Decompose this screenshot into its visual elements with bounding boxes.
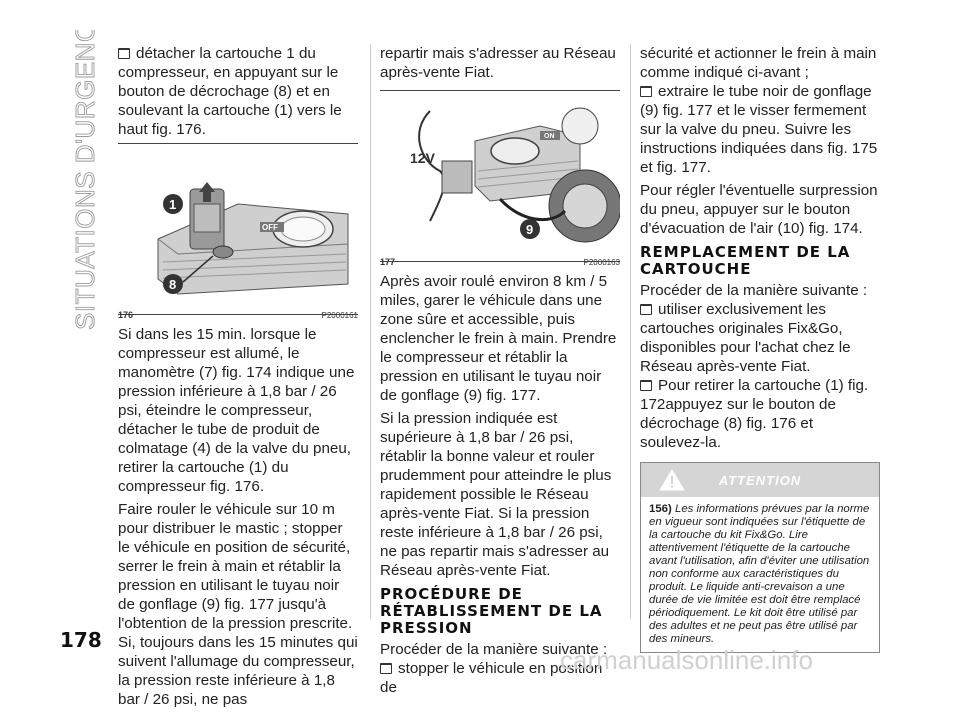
figure-number: 176 <box>118 310 134 320</box>
bullet-paragraph: détacher la cartouche 1 du compresseur, en appuyant sur le bouton de décrochage (8) et en soulevant la cartouche (1) vers le haut fig. 176. <box>118 45 342 138</box>
paragraph: Après avoir roulé environ 8 km / 5 miles, garer le véhicule dans une zone sûre et accessible, puis enclencher le frein à main. Prendre le compresseur et rétablir la pression en utilisant le tuyau noir de gonflage (9) fig. 177. <box>380 273 617 404</box>
attention-title: ATTENTION <box>718 472 802 488</box>
attention-number: 156) <box>649 503 672 515</box>
paragraph: Procéder de la manière suivante : <box>640 282 868 299</box>
paragraph: Faire rouler le véhicule sur 10 m pour distribuer le mastic ; stopper le véhicule en position de sécurité, serrer le frein à main et rétablir la pression en utilisant le tuyau noir de gonflage (9) fig. 177 jusqu'à l'obtention de la pression prescrite. Si, toujours dans les 15 minutes qui suivent l'allumage du compresseur, la pression reste inférieure à 1,8 bar / 26 psi, ne pas <box>118 501 358 708</box>
section-heading: REMPLACEMENT DE LA CARTOUCHE <box>640 243 851 278</box>
bullet-icon <box>640 86 652 97</box>
callout-1: 1 <box>169 197 177 212</box>
section-side-title <box>56 30 106 340</box>
figure-177 <box>380 90 620 267</box>
paragraph: Procéder de la manière suivante : <box>380 641 608 658</box>
attention-header <box>641 463 879 497</box>
bullet-paragraph: Pour retirer la cartouche (1) fig. 172appuyez sur le bouton de décrochage (8) fig. 176 et soulevez-la. <box>640 377 869 451</box>
warning-triangle-icon <box>659 469 685 491</box>
column-2 <box>380 44 620 701</box>
column-1 <box>118 44 358 713</box>
watermark: carmanualsonline.info <box>560 645 813 675</box>
figure-code: P2000161 <box>321 311 358 320</box>
bullet-icon <box>380 663 392 674</box>
side-title-text: SITUATIONS D'URGENCE <box>70 30 100 330</box>
page-number: 178 <box>60 628 102 652</box>
compressor-tyre-illustration <box>380 91 620 246</box>
section-heading: PROCÉDURE DE RÉTABLISSEMENT DE LA PRESSION <box>380 585 603 637</box>
attention-box <box>640 462 880 653</box>
column-divider <box>630 44 631 619</box>
bullet-icon <box>118 48 130 59</box>
column-3 <box>640 44 880 653</box>
compressor-cartridge-illustration <box>118 144 358 299</box>
bullet-paragraph: stopper le véhicule en position de <box>380 660 603 696</box>
paragraph: Si dans les 15 min. lorsque le compresseur est allumé, le manomètre (7) fig. 174 indique une pression inférieure à 1,8 bar / 26 psi, éteindre le compresseur, détacher le tube de produit de colmatage (4) de la valve du pneu, retirer la cartouche (1) du compresseur fig. 176. <box>118 326 355 495</box>
paragraph: repartir mais s'adresser au Réseau après-vente Fiat. <box>380 45 616 81</box>
callout-8: 8 <box>169 277 177 292</box>
on-label: ON <box>544 133 555 140</box>
label-12v: 12V <box>410 150 435 166</box>
paragraph: Pour régler l'éventuelle surpression du pneu, appuyer sur le bouton d'évacuation de l'air (10) fig. 174. <box>640 182 878 237</box>
off-label: OFF <box>262 223 278 232</box>
figure-number: 177 <box>380 257 396 267</box>
figure-caption <box>380 251 620 275</box>
paragraph: Si la pression indiquée est supérieure à 1,8 bar / 26 psi, rétablir la bonne valeur et rouler prudemment pour atteindre le plus rapidement possible le Réseau après-vente Fiat. Si la pression reste inférieure à 1,8 bar / 26 psi, ne pas repartir mais s'adresser au Réseau après-vente Fiat. <box>380 410 612 579</box>
paragraph: sécurité et actionner le frein à main comme indiqué ci-avant ; <box>640 45 877 81</box>
bullet-paragraph: utiliser exclusivement les cartouches originales Fix&Go, disponibles pour l'achat chez le Réseau après-vente Fiat. <box>640 301 851 375</box>
attention-text: Les informations prévues par la norme en vigueur sont indiquées sur l'étiquette de la cartouche du kit Fix&Go. Lire attentivement l'étiquette de la cartouche avant l'utilisation, afin d'éviter une utilisation non conforme aux caractéristiques du produit. Le liquide anti-crevaison a une durée de vie limitée est doit être remplacé périodiquement. Le kit doit être utilisé par des adultes et ne peut pas être utilisé par des mineurs. <box>649 503 870 645</box>
column-divider <box>370 44 371 619</box>
figure-176 <box>118 143 358 320</box>
figure-caption <box>118 304 358 328</box>
figure-code: P2000163 <box>583 258 620 267</box>
bullet-icon <box>640 304 652 315</box>
bullet-paragraph: extraire le tube noir de gonflage (9) fig. 177 et le visser fermement sur la valve du pneu. Suivre les instructions indiquées dans fig. 175 et fig. 177. <box>640 83 878 176</box>
attention-body <box>641 497 879 652</box>
bullet-icon <box>640 380 652 391</box>
callout-9: 9 <box>526 222 534 237</box>
